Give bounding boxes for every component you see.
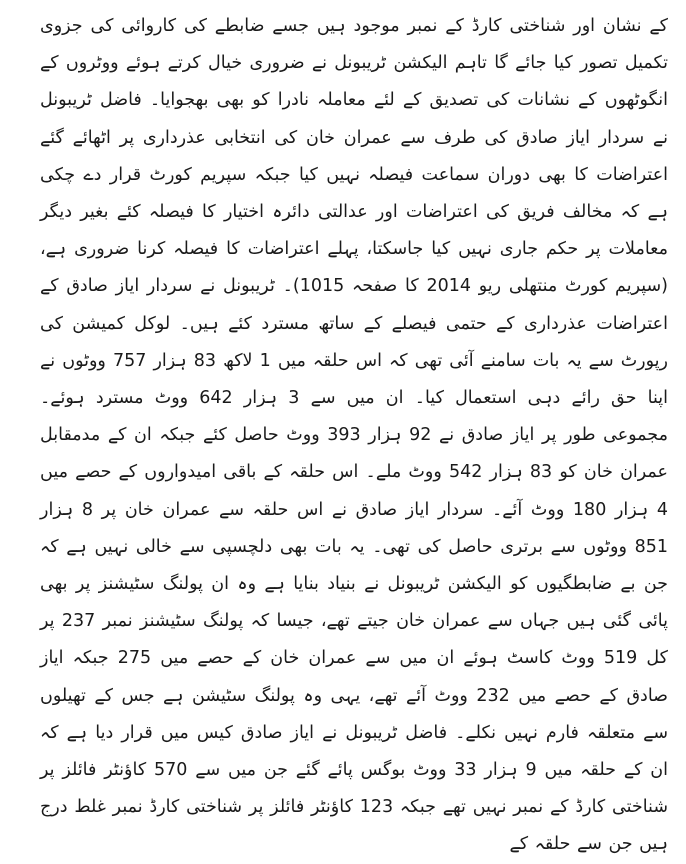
- article-body: کے نشان اور شناختی کارڈ کے نمبر موجود ہیں جسے ضابطے کی کاروائی کی جزوی تکمیل تصور کیا جائے گا تاہم الیکشن ٹریبونل نے ضروری خیال کرتے ہوئے ووٹروں کے انگوٹھوں کے نشانات کی تصدیق کے لئے معاملہ نادرا کو بھی بھجوایا۔ فاضل ٹریبونل نے سردار ایاز صادق کی طرف سے عمران خان کی انتخابی عذرداری پر اٹھائے گئے اعتراضات کا بھی دوران سماعت فیصلہ نہیں کیا جبکہ سپریم کورٹ قرار دے چکی ہے کہ مخالف فریق کی اعتراضات اور عدالتی دائرہ اختیار کا فیصلہ کئے بغیر دیگر معاملات پر حکم جاری نہیں کیا جاسکتا، پہلے اعتراضات کا فیصلہ کرنا ضروری ہے، (سپریم کورٹ منتھلی ریو 2014 کا صفحہ 1015)۔ ٹریبونل نے سردار ایاز صادق کے اعتراضات عذرداری کے حتمی فیصلے کے ساتھ مسترد کئے ہیں۔ لوکل کمیشن کی رپورٹ سے یہ بات سامنے آئی تھی کہ اس حلقہ میں 1 لاکھ 83 ہزار 757 ووٹوں نے اپنا حق رائے دہی استعمال کیا۔ ان میں سے 3 ہزار 642 ووٹ مسترد ہوئے۔ مجموعی طور پر ایاز صادق نے 92 ہزار 393 ووٹ حاصل کئے جبکہ ان کے مدمقابل عمران خان کو 83 ہزار 542 ووٹ ملے۔ اس حلقہ کے باقی امیدواروں کے حصے میں 4 ہزار 180 ووٹ آئے۔ سردار ایاز صادق نے اس حلقہ سے عمران خان پر 8 ہزار 851 ووٹوں سے برتری حاصل کی تھی۔ یہ بات بھی دلچسپی سے خالی نہیں ہے کہ جن بے ضابطگیوں کو الیکشن ٹریبونل نے بنیاد بنایا ہے وہ ان پولنگ سٹیشنز پر بھی پائی گئی ہیں جہاں سے عمران خان جیتے تھے، جیسا کہ پولنگ سٹیشنز نمبر 237 پر کل 519 ووٹ کاسٹ ہوئے ان میں سے عمران خان کے حصے میں 275 جبکہ ایاز صادق کے حصے میں 232 ووٹ آئے تھے، یہی وہ پولنگ سٹیشن ہے جس کے تھیلوں سے متعلقہ فارم نہیں نکلے۔ فاضل ٹریبونل نے ایاز صادق کیس میں قرار دیا ہے کہ ان کے حلقہ میں 9 ہزار 33 ووٹ بوگس پائے گئے جن میں سے 570 کاؤنٹر فائلز پر شناختی کارڈ کے نمبر نہیں تھے جبکہ 123 کاؤنٹر فائلز پر شناختی کارڈ نمبر غلط درج ہیں جن سے حلقہ کے: [40, 16, 669, 855]
